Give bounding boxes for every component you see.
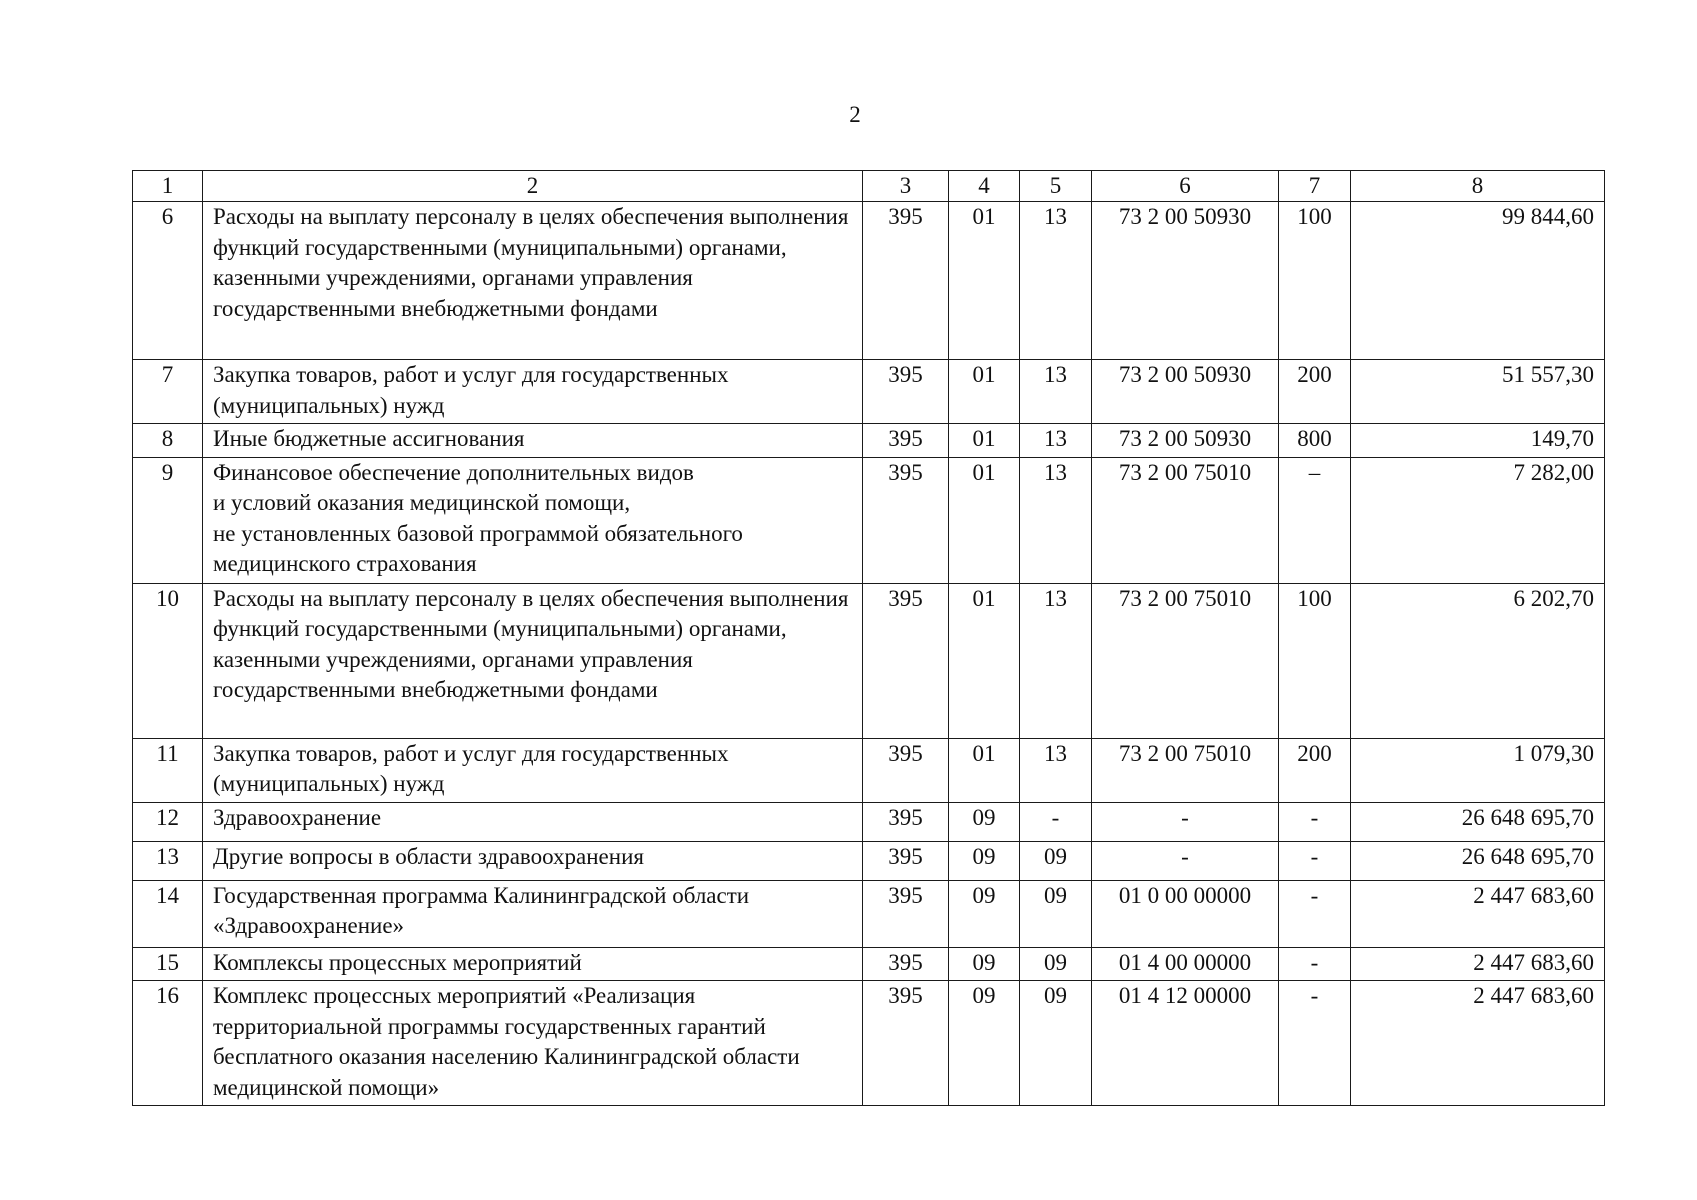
- col-7: -: [1279, 802, 1351, 841]
- col-3: 395: [863, 841, 949, 880]
- row-amount: 99 844,60: [1351, 202, 1605, 360]
- col-6: 73 2 00 50930: [1092, 202, 1279, 360]
- col-7: -: [1279, 947, 1351, 981]
- col-5: 13: [1020, 738, 1092, 802]
- page-number: 2: [849, 102, 861, 127]
- row-amount: 2 447 683,60: [1351, 880, 1605, 947]
- row-name: Иные бюджетные ассигнования: [203, 424, 863, 458]
- row-number: 8: [133, 424, 203, 458]
- header-cell: 6: [1092, 171, 1279, 202]
- col-4: 09: [949, 802, 1020, 841]
- row-amount: 1 079,30: [1351, 738, 1605, 802]
- col-7: -: [1279, 841, 1351, 880]
- col-5: 13: [1020, 202, 1092, 360]
- row-name: Комплекс процессных мероприятий «Реализация территориальной программы государственных гарантий бесплатного оказания населению Калининградской области медицинской помощи»: [203, 981, 863, 1106]
- row-number: 11: [133, 738, 203, 802]
- col-6: 01 4 00 00000: [1092, 947, 1279, 981]
- col-4: 01: [949, 360, 1020, 424]
- table-row: [133, 360, 1605, 424]
- col-5: -: [1020, 802, 1092, 841]
- col-5: 09: [1020, 880, 1092, 947]
- row-name: Финансовое обеспечение дополнительных видов и условий оказания медицинской помощи, не установленных базовой программой обязательного медицинского страхования: [203, 457, 863, 583]
- col-7: -: [1279, 880, 1351, 947]
- table-row: [133, 880, 1605, 947]
- col-7: -: [1279, 981, 1351, 1106]
- row-name: Закупка товаров, работ и услуг для государственных (муниципальных) нужд: [203, 738, 863, 802]
- col-6: -: [1092, 841, 1279, 880]
- col-3: 395: [863, 981, 949, 1106]
- table-row: [133, 802, 1605, 841]
- row-amount: 2 447 683,60: [1351, 981, 1605, 1106]
- row-number: 15: [133, 947, 203, 981]
- row-name: Расходы на выплату персоналу в целях обеспечения выполнения функций государственными (муниципальными) органами, казенными учреждениями, органами управления государственными внебюджетными фондами: [203, 583, 863, 738]
- col-5: 09: [1020, 841, 1092, 880]
- col-6: -: [1092, 802, 1279, 841]
- col-3: 395: [863, 738, 949, 802]
- row-number: 14: [133, 880, 203, 947]
- header-cell: 8: [1351, 171, 1605, 202]
- table-row: [133, 583, 1605, 738]
- row-name: Расходы на выплату персоналу в целях обеспечения выполнения функций государственными (муниципальными) органами, казенными учреждениями, органами управления государственными внебюджетными фондами: [203, 202, 863, 360]
- col-4: 01: [949, 424, 1020, 458]
- col-4: 01: [949, 457, 1020, 583]
- col-4: 09: [949, 981, 1020, 1106]
- col-7: –: [1279, 457, 1351, 583]
- col-3: 395: [863, 457, 949, 583]
- row-number: 9: [133, 457, 203, 583]
- col-3: 395: [863, 947, 949, 981]
- table-row: [133, 738, 1605, 802]
- table-row: [133, 202, 1605, 360]
- row-amount: 149,70: [1351, 424, 1605, 458]
- row-name: Комплексы процессных мероприятий: [203, 947, 863, 981]
- col-7: 100: [1279, 583, 1351, 738]
- table-row: [133, 947, 1605, 981]
- row-number: 7: [133, 360, 203, 424]
- col-7: 200: [1279, 738, 1351, 802]
- header-cell: 4: [949, 171, 1020, 202]
- budget-table: [132, 170, 1605, 1106]
- col-6: 73 2 00 75010: [1092, 583, 1279, 738]
- table-row: [133, 981, 1605, 1106]
- col-6: 73 2 00 75010: [1092, 457, 1279, 583]
- header-cell: 7: [1279, 171, 1351, 202]
- table-row: [133, 841, 1605, 880]
- col-5: 13: [1020, 424, 1092, 458]
- header-cell: 1: [133, 171, 203, 202]
- col-3: 395: [863, 802, 949, 841]
- row-number: 6: [133, 202, 203, 360]
- col-6: 73 2 00 75010: [1092, 738, 1279, 802]
- row-number: 16: [133, 981, 203, 1106]
- col-6: 73 2 00 50930: [1092, 360, 1279, 424]
- row-amount: 26 648 695,70: [1351, 841, 1605, 880]
- table-row: [133, 424, 1605, 458]
- col-5: 13: [1020, 360, 1092, 424]
- col-3: 395: [863, 583, 949, 738]
- col-4: 09: [949, 947, 1020, 981]
- col-7: 800: [1279, 424, 1351, 458]
- header-cell: 3: [863, 171, 949, 202]
- col-6: 01 4 12 00000: [1092, 981, 1279, 1106]
- table-row: [133, 457, 1605, 583]
- col-4: 01: [949, 738, 1020, 802]
- row-name: Закупка товаров, работ и услуг для государственных (муниципальных) нужд: [203, 360, 863, 424]
- row-number: 10: [133, 583, 203, 738]
- col-5: 09: [1020, 981, 1092, 1106]
- row-amount: 2 447 683,60: [1351, 947, 1605, 981]
- header-row: [133, 171, 1605, 202]
- row-name: Государственная программа Калининградской области «Здравоохранение»: [203, 880, 863, 947]
- row-amount: 6 202,70: [1351, 583, 1605, 738]
- col-7: 200: [1279, 360, 1351, 424]
- header-cell: 5: [1020, 171, 1092, 202]
- col-6: 73 2 00 50930: [1092, 424, 1279, 458]
- col-4: 01: [949, 583, 1020, 738]
- col-3: 395: [863, 360, 949, 424]
- col-4: 09: [949, 841, 1020, 880]
- col-3: 395: [863, 424, 949, 458]
- row-name: Другие вопросы в области здравоохранения: [203, 841, 863, 880]
- row-number: 13: [133, 841, 203, 880]
- row-amount: 26 648 695,70: [1351, 802, 1605, 841]
- col-7: 100: [1279, 202, 1351, 360]
- col-6: 01 0 00 00000: [1092, 880, 1279, 947]
- header-cell: 2: [203, 171, 863, 202]
- col-3: 395: [863, 880, 949, 947]
- col-4: 01: [949, 202, 1020, 360]
- row-number: 12: [133, 802, 203, 841]
- col-5: 09: [1020, 947, 1092, 981]
- row-amount: 51 557,30: [1351, 360, 1605, 424]
- row-name: Здравоохранение: [203, 802, 863, 841]
- col-3: 395: [863, 202, 949, 360]
- col-4: 09: [949, 880, 1020, 947]
- row-amount: 7 282,00: [1351, 457, 1605, 583]
- col-5: 13: [1020, 457, 1092, 583]
- col-5: 13: [1020, 583, 1092, 738]
